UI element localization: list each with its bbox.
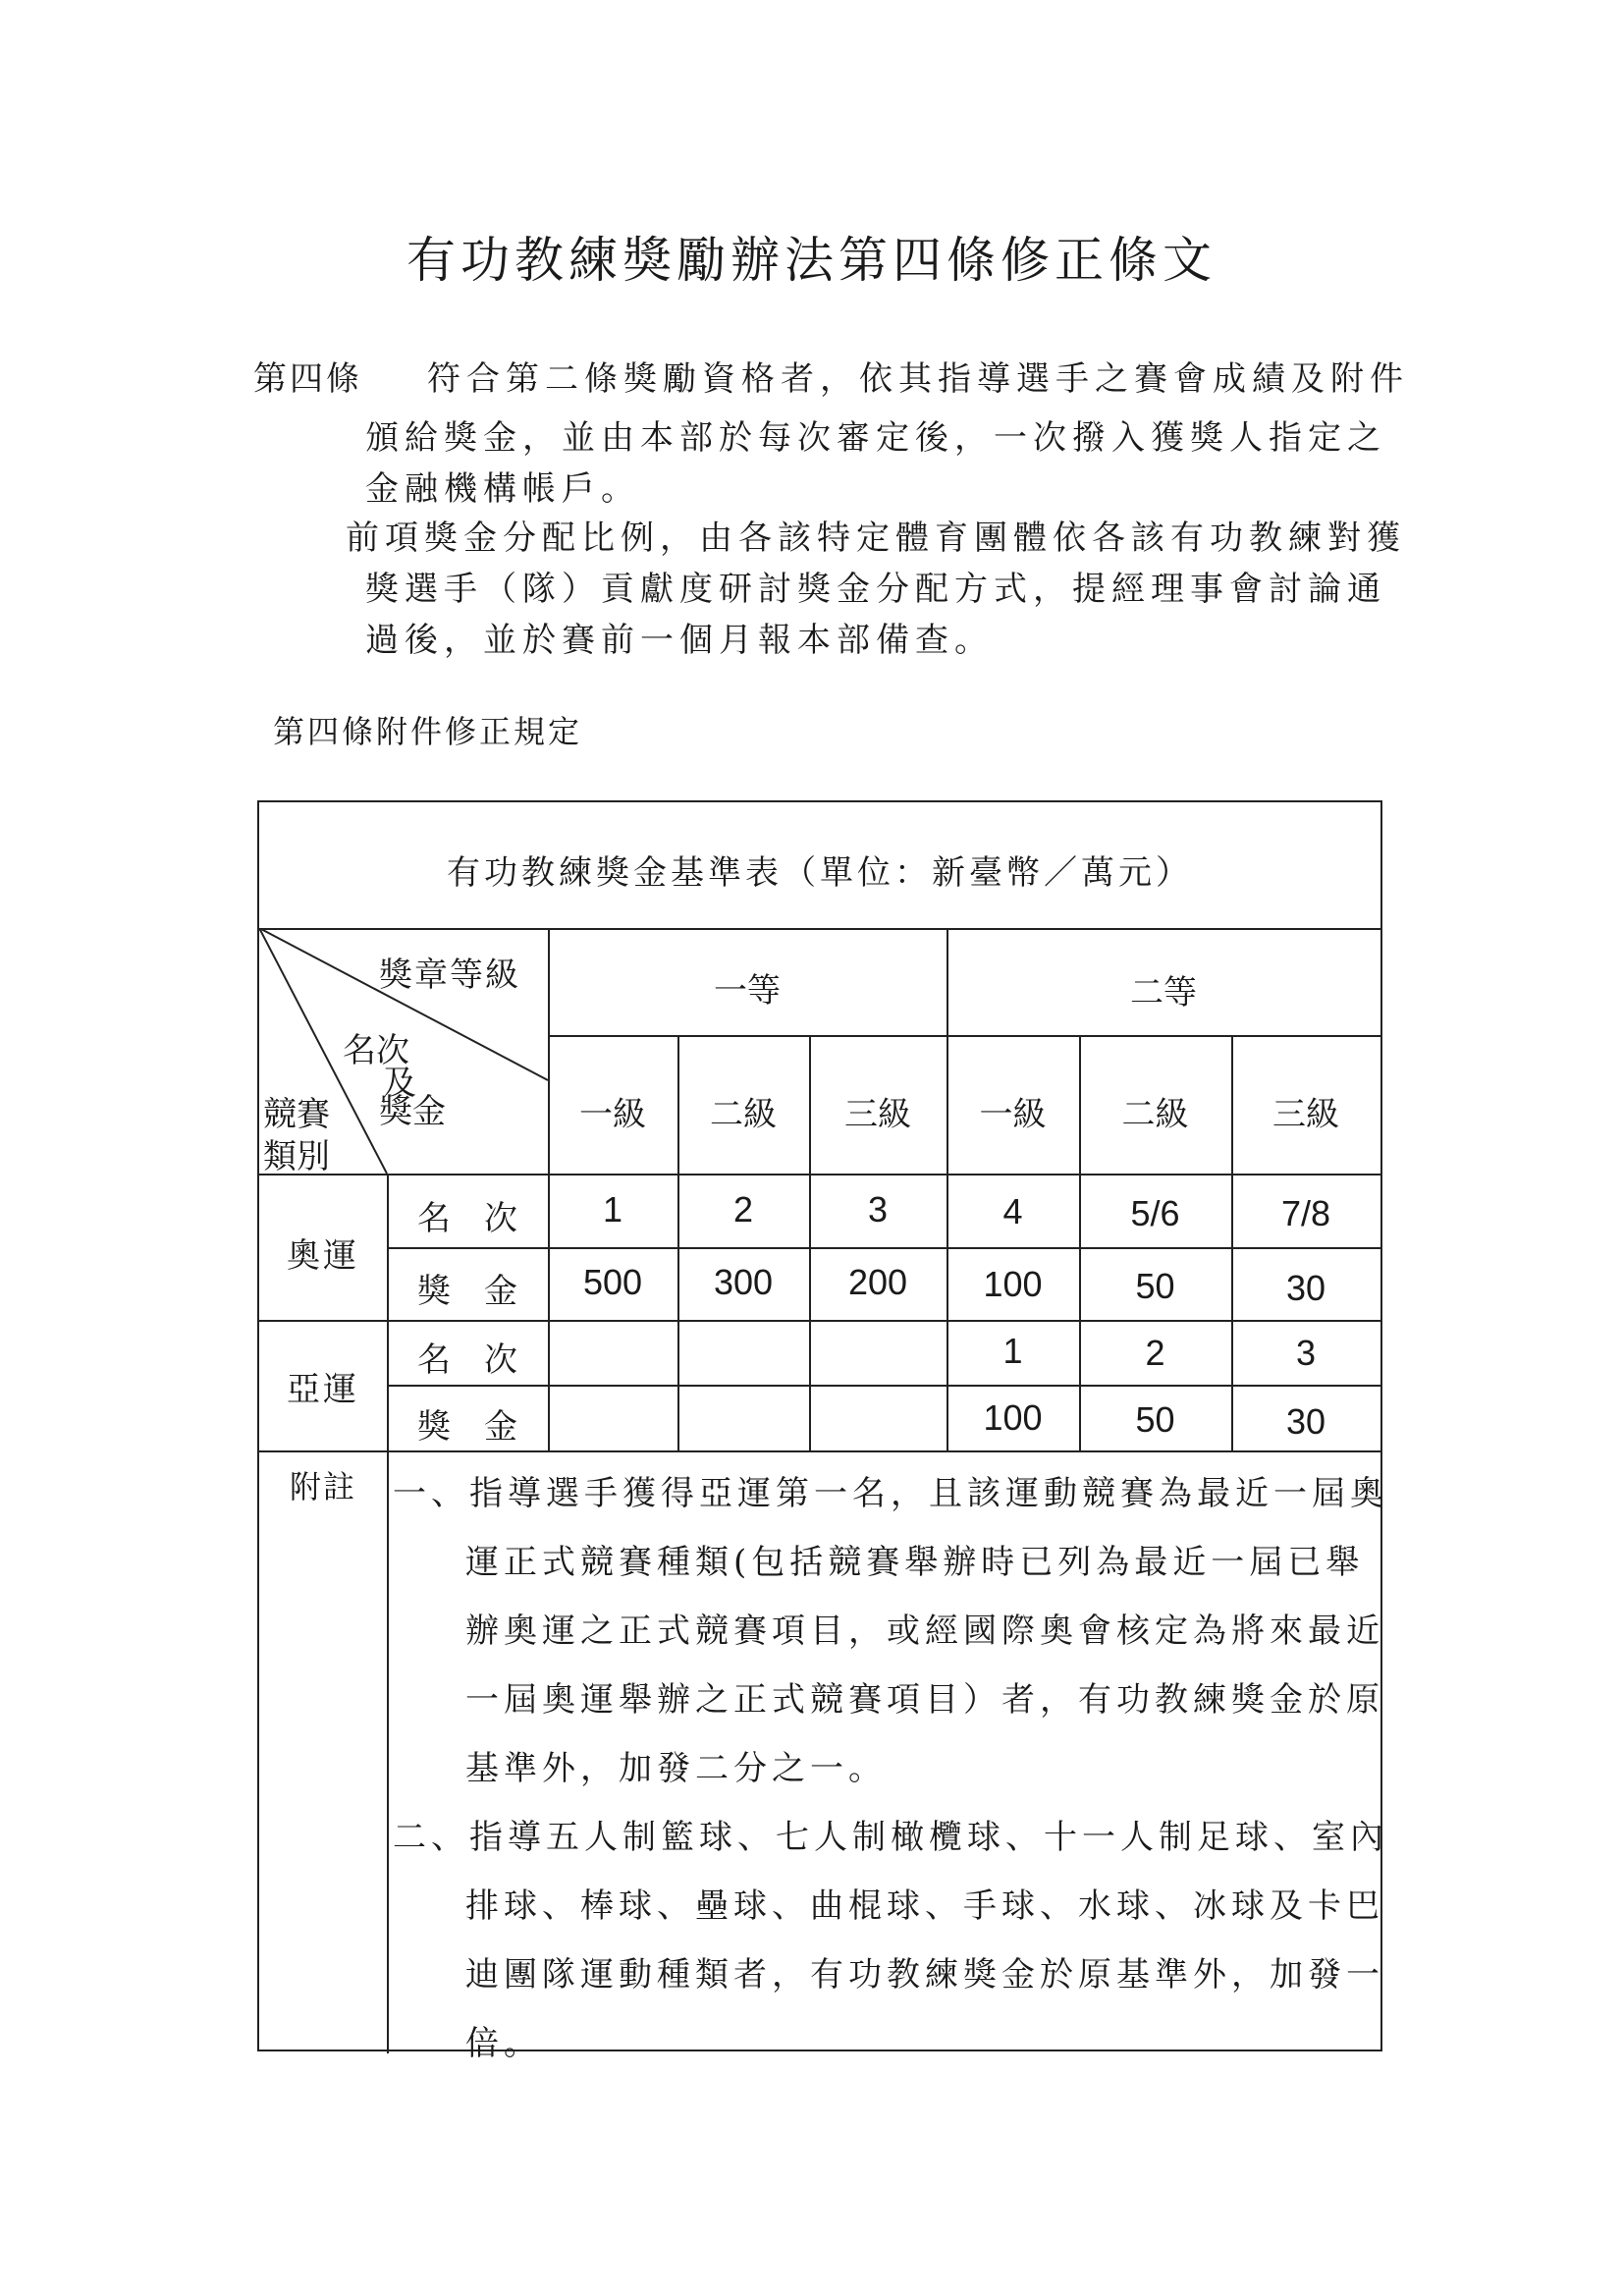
olympics-prize-2: 300 [713, 1262, 774, 1302]
asian-prize-5: 50 [1135, 1399, 1175, 1440]
note-1-line-2: 運正式競賽種類(包括競賽舉辦時已列為最近一屆已舉 [465, 1543, 1365, 1582]
corner-medal-grade: 獎章等級 [379, 956, 520, 995]
olympics-rank-4: 4 [1002, 1191, 1023, 1231]
event-olympics: 奧運 [287, 1236, 359, 1276]
rule-asian-end [259, 1450, 1380, 1452]
level-2-1: 一級 [979, 1095, 1047, 1134]
corner-prize: 獎金 [379, 1092, 446, 1131]
level-1-3: 三級 [844, 1095, 911, 1134]
article-para2-line1: 前項獎金分配比例，由各該特定體育團體依各該有功教練對獲 [346, 519, 1406, 558]
article-label: 第四條 [253, 359, 362, 399]
level-2-3: 三級 [1272, 1095, 1339, 1134]
olympics-prize-6: 30 [1285, 1268, 1326, 1308]
note-2-line-2: 排球、棒球、壘球、曲棍球、手球、水球、冰球及卡巴 [465, 1886, 1384, 1926]
level-2-2: 二級 [1121, 1095, 1189, 1134]
event-asian-games: 亞運 [287, 1370, 359, 1409]
note-2-line-3: 迪團隊運動種類者，有功教練獎金於原基準外，加發一 [465, 1955, 1384, 1995]
article-para2-line2: 獎選手（隊）貢獻度研討獎金分配方式，提經理事會討論通 [365, 570, 1386, 609]
olympics-rank-3: 3 [867, 1189, 889, 1230]
olympics-rank-5: 5/6 [1130, 1193, 1180, 1233]
asian-prize-6: 30 [1285, 1401, 1326, 1442]
rule-header [259, 1174, 1380, 1175]
level-1-2: 二級 [710, 1095, 777, 1134]
asian-prize-4: 100 [983, 1397, 1043, 1438]
rule-grade [548, 1035, 1380, 1037]
asian-rank-4: 1 [1002, 1331, 1023, 1371]
olympics-rank-2: 2 [732, 1189, 754, 1230]
olympics-prize-5: 50 [1135, 1266, 1175, 1306]
award-table [257, 800, 1388, 2063]
note-1-line-1: 一、指導選手獲得亞運第一名，且該運動競賽為最近一屆奧 [393, 1474, 1388, 1513]
note-1-line-5: 基準外，加發二分之一。 [465, 1749, 887, 1788]
corner-and: 及 [383, 1064, 416, 1103]
note-1-line-4: 一屆奧運舉辦之正式競賽項目）者，有功教練獎金於原 [465, 1680, 1384, 1720]
attachment-subheading: 第四條附件修正規定 [273, 713, 583, 750]
notes-label: 附註 [289, 1468, 356, 1505]
corner-rank: 名次 [343, 1031, 409, 1070]
rule-olympic-end [259, 1320, 1380, 1322]
corner-event-type-2: 類別 [263, 1137, 330, 1176]
olympics-prize-label: 獎 金 [417, 1272, 517, 1311]
note-2-line-1: 二、指導五人制籃球、七人制橄欖球、十一人制足球、室內 [393, 1818, 1388, 1857]
asian-rank-5: 2 [1145, 1333, 1165, 1373]
olympics-prize-1: 500 [582, 1262, 643, 1302]
document-title: 有功教練獎勵辦法第四條修正條文 [406, 232, 1217, 289]
article-para1-line1: 符合第二條獎勵資格者，依其指導選手之賽會成績及附件 [427, 359, 1409, 399]
asian-rank-label: 名 次 [417, 1340, 517, 1380]
note-1-line-3: 辦奧運之正式競賽項目，或經國際奧會核定為將來最近 [465, 1612, 1384, 1651]
olympics-rank-6: 7/8 [1280, 1193, 1331, 1233]
olympics-prize-3: 200 [847, 1262, 908, 1302]
article-para1-line2: 頒給獎金，並由本部於每次審定後，一次撥入獲獎人指定之 [365, 418, 1386, 458]
table-caption: 有功教練獎金基準表（單位：新臺幣／萬元） [447, 853, 1193, 893]
grade-second: 二等 [1130, 973, 1197, 1012]
grade-first: 一等 [714, 971, 781, 1011]
olympics-rank-label: 名 次 [417, 1199, 517, 1238]
asian-rank-6: 3 [1295, 1333, 1317, 1373]
article-para2-line3: 過後，並於賽前一個月報本部備查。 [365, 621, 994, 660]
level-1-1: 一級 [579, 1095, 646, 1134]
note-2-line-4: 倍。 [465, 2024, 542, 2063]
olympics-rank-1: 1 [602, 1189, 623, 1230]
olympics-prize-4: 100 [983, 1264, 1043, 1304]
asian-prize-label: 獎 金 [417, 1407, 517, 1447]
article-para1-line3: 金融機構帳戶。 [365, 469, 640, 509]
corner-event-type-1: 競賽 [263, 1095, 330, 1134]
